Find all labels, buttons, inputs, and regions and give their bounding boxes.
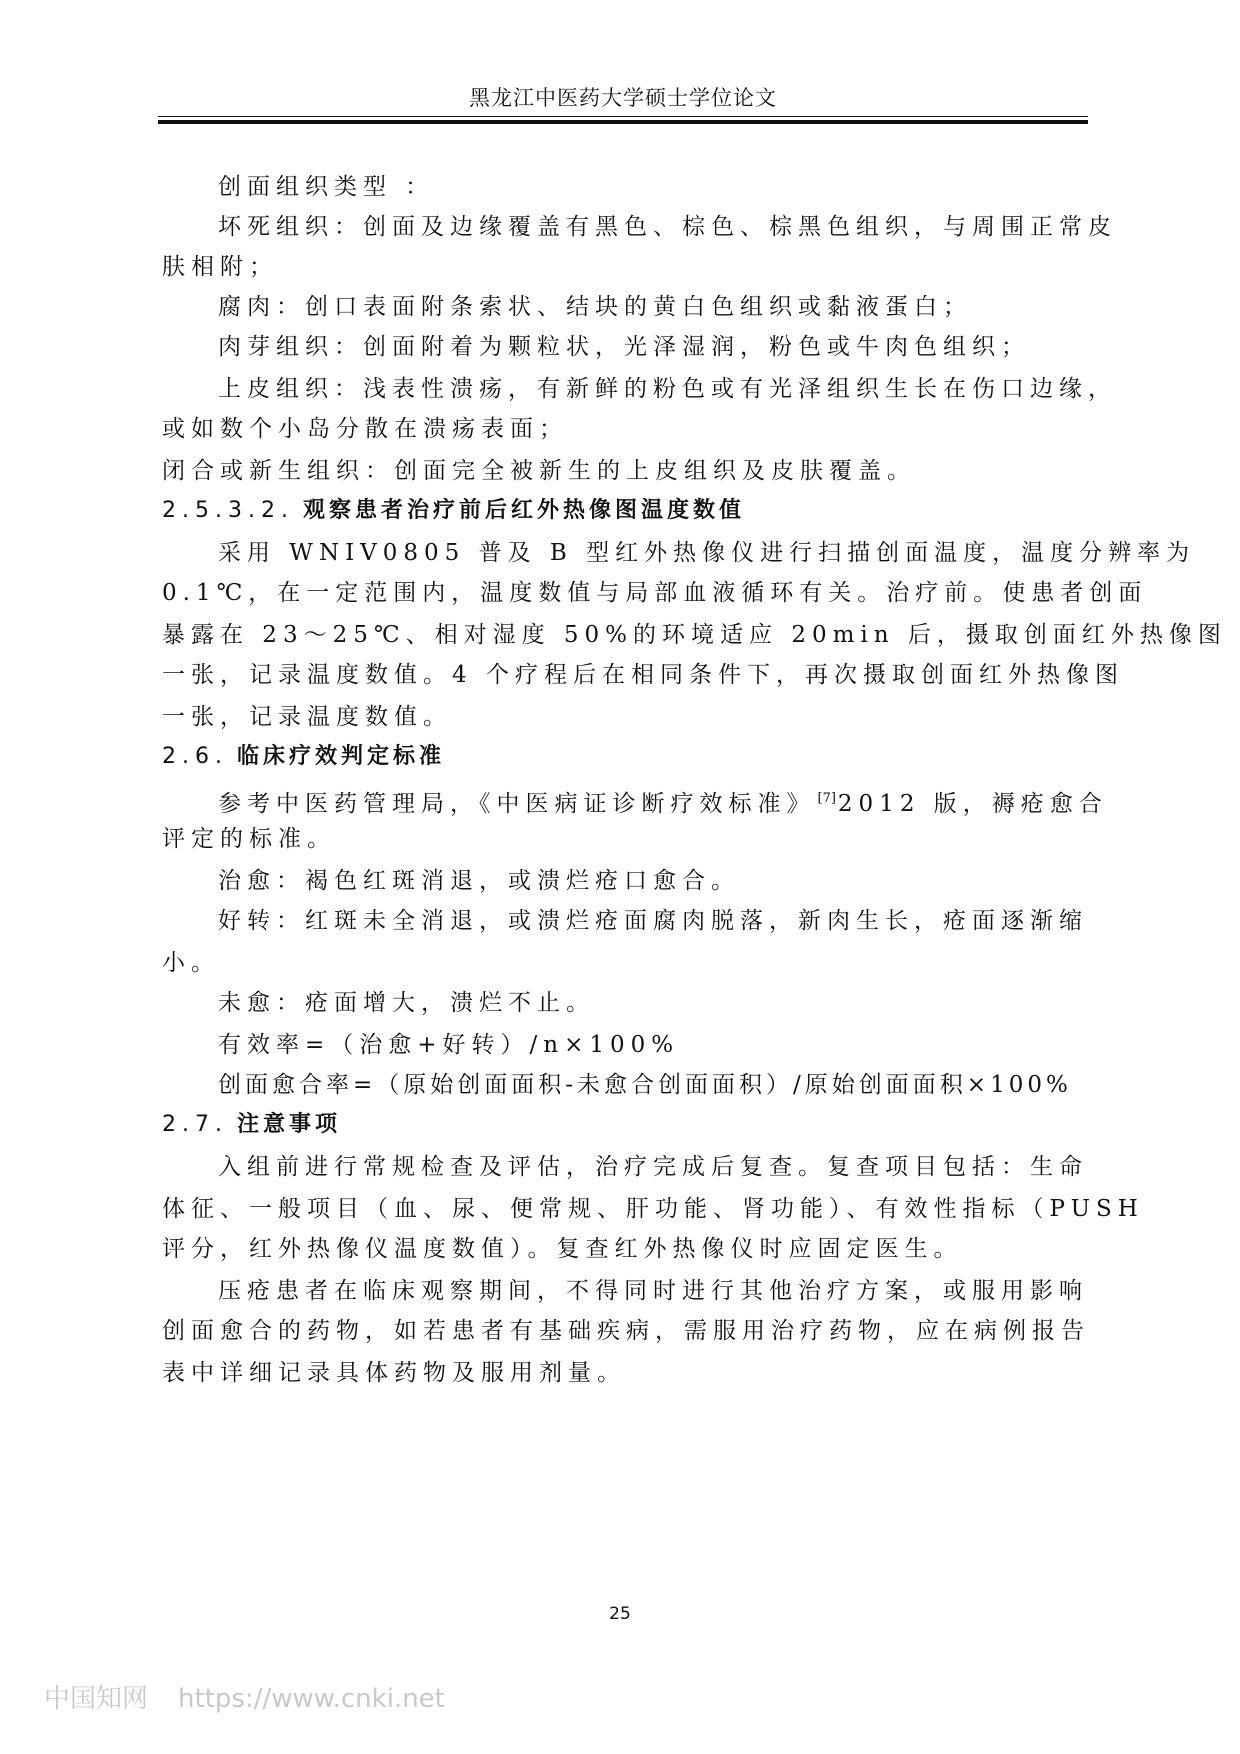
section-heading [162, 1102, 1108, 1148]
watermark-brand: 中国知网 [44, 1684, 149, 1714]
section-title: 观察患者治疗前后红外热像图温度数值 [302, 498, 745, 523]
body-line: 体征、一般项目（血、尿、便常规、肝功能、肾功能）、有效性指标（PUSH [162, 1196, 1144, 1222]
section-heading [162, 734, 1108, 780]
body-line: 上皮组织：浅表性溃疡，有新鲜的粉色或有光泽组织生长在伤口边缘， [218, 376, 1117, 402]
body-line: 暴露在 23～25℃、相对湿度 50%的环境适应 20min 后，摄取创面红外热像图 [162, 622, 1227, 648]
watermark-url[interactable]: https://www.cnki.net [178, 1684, 445, 1714]
body-line: 评定的标准。 [162, 826, 336, 852]
body-line: 表中详细记录具体药物及服用剂量。 [162, 1360, 626, 1386]
formula-line: 创面愈合率=（原始创面面积-未愈合创面面积）/原始创面面积×100% [218, 1072, 1072, 1098]
section-number: 2.7. [162, 1112, 228, 1137]
page-number: 25 [609, 1604, 631, 1624]
body-line: 闭合或新生组织：创面完全被新生的上皮组织及皮肤覆盖。 [162, 458, 916, 484]
body-line: 采用 WNIV0805 普及 B 型红外热像仪进行扫描创面温度，温度分辨率为 [218, 540, 1196, 566]
header-rule-thin [158, 116, 1088, 117]
body-line: 一张，记录温度数值。 [162, 704, 452, 730]
body-line: 一张，记录温度数值。4 个疗程后在相同条件下，再次摄取创面红外热像图 [162, 662, 1124, 688]
formula-line: 有效率=（治愈+好转）/n×100% [218, 1032, 680, 1058]
body-text-segment: 2012 版，褥疮愈合 [837, 791, 1108, 817]
body-line: 坏死组织：创面及边缘覆盖有黑色、棕色、棕黑色组织，与周围正常皮 [218, 214, 1117, 240]
citation-reference[interactable]: [7] [817, 791, 836, 806]
body-line: 评分，红外热像仪温度数值）。复查红外热像仪时应固定医生。 [162, 1236, 963, 1262]
body-line: 好转：红斑未全消退，或溃烂疮面腐肉脱落，新肉生长，疮面逐渐缩 [218, 908, 1088, 934]
body-line: 创面组织类型 ： [218, 174, 435, 200]
body-line: 腐肉：创口表面附条索状、结块的黄白色组织或黏液蛋白； [218, 294, 972, 320]
body-line: 未愈：疮面增大，溃烂不止。 [218, 990, 595, 1016]
watermark [44, 1678, 445, 1715]
body-line: 治愈：褐色红斑消退，或溃烂疮口愈合。 [218, 868, 740, 894]
section-number: 2.5.3.2. [162, 498, 294, 523]
header-rule-thick [158, 120, 1088, 124]
section-title: 临床疗效判定标准 [236, 744, 445, 769]
body-line: 入组前进行常规检查及评估，治疗完成后复查。复查项目包括：生命 [218, 1154, 1088, 1180]
section-heading [162, 488, 1108, 534]
body-line: 肤相附； [162, 254, 278, 280]
body-line: 0.1℃，在一定范围内，温度数值与局部血液循环有关。治疗前。使患者创面 [162, 580, 1148, 606]
body-line: 小。 [162, 950, 220, 976]
body-text-segment: 参考中医药管理局，《中医病证诊断疗效标准》 [218, 791, 816, 817]
body-line: 肉芽组织：创面附着为颗粒状，光泽湿润，粉色或牛肉色组织； [218, 334, 1030, 360]
section-title: 注意事项 [236, 1112, 341, 1137]
body-line: 压疮患者在临床观察期间，不得同时进行其他治疗方案，或服用影响 [218, 1278, 1088, 1304]
section-number: 2.6. [162, 744, 228, 769]
page-header: 黑龙江中医药大学硕士学位论文 [469, 86, 777, 110]
body-line: 创面愈合的药物，如若患者有基础疾病，需服用治疗药物，应在病例报告 [162, 1318, 1090, 1344]
body-line: 或如数个小岛分散在溃疡表面； [162, 416, 568, 442]
